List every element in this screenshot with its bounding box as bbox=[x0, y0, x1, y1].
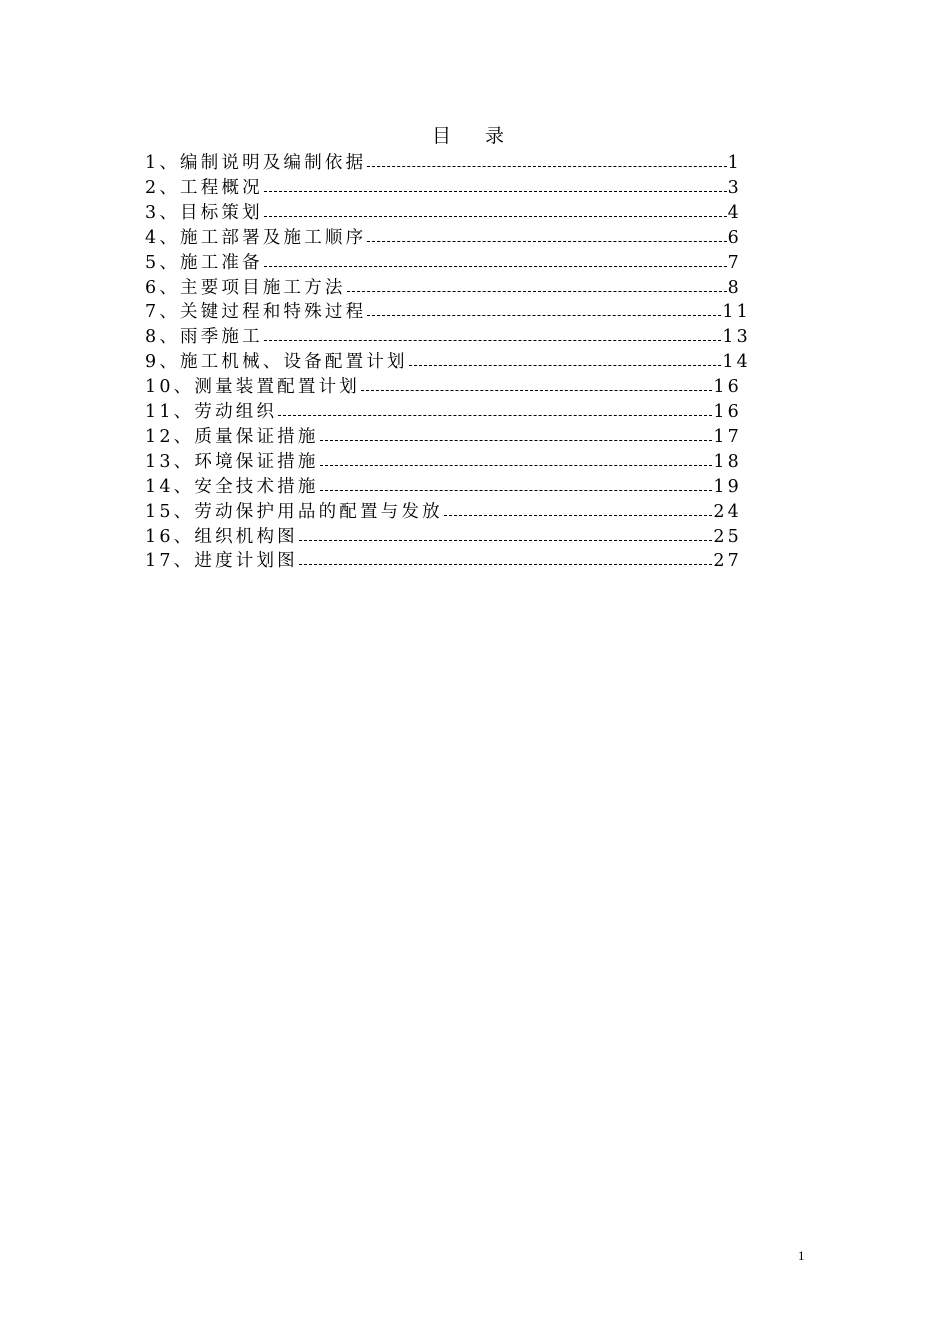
toc-entry-page-number: 16 bbox=[713, 377, 742, 398]
toc-dot-leader bbox=[264, 340, 721, 341]
toc-entry[interactable] bbox=[145, 149, 742, 174]
toc-dot-leader bbox=[299, 564, 712, 565]
toc-entry-title: 7、关键过程和特殊过程 bbox=[145, 302, 367, 323]
toc-entry[interactable] bbox=[145, 274, 742, 299]
toc-entry[interactable] bbox=[145, 547, 742, 572]
toc-entry-title: 12、质量保证措施 bbox=[145, 426, 319, 447]
toc-entry[interactable] bbox=[145, 174, 742, 199]
toc-entry-title: 1、编制说明及编制依据 bbox=[145, 153, 367, 173]
toc-entry-title: 11、劳动组织 bbox=[145, 402, 278, 422]
toc-entry[interactable] bbox=[145, 423, 742, 448]
toc-entry-page-number: 27 bbox=[713, 551, 742, 572]
toc-entry[interactable] bbox=[145, 448, 742, 473]
toc-entry-title: 4、施工部署及施工顺序 bbox=[145, 227, 367, 248]
toc-entry[interactable] bbox=[145, 199, 742, 224]
toc-entry[interactable] bbox=[145, 373, 742, 398]
toc-dot-leader bbox=[347, 291, 727, 292]
toc-entry-title: 9、施工机械、设备配置计划 bbox=[145, 352, 408, 373]
toc-dot-leader bbox=[320, 465, 713, 466]
toc-entry-title: 16、组织机构图 bbox=[145, 526, 298, 547]
toc-entry-page-number: 25 bbox=[713, 526, 742, 547]
toc-dot-leader bbox=[320, 440, 713, 441]
toc-entry[interactable] bbox=[145, 498, 742, 523]
toc-title: 目 录 bbox=[431, 125, 519, 147]
toc-dot-leader bbox=[320, 490, 713, 491]
toc-dot-leader bbox=[264, 216, 727, 217]
toc-entry-page-number: 3 bbox=[727, 177, 742, 198]
toc-entry-page-number: 13 bbox=[722, 327, 751, 348]
toc-entry-page-number: 24 bbox=[713, 501, 742, 522]
toc-entry[interactable] bbox=[145, 323, 751, 348]
toc-entry-title: 14、安全技术措施 bbox=[145, 476, 319, 497]
toc-dot-leader bbox=[264, 191, 727, 192]
toc-entry[interactable] bbox=[145, 523, 742, 548]
toc-entry-title: 10、测量装置配置计划 bbox=[145, 377, 360, 398]
toc-entry-page-number: 16 bbox=[713, 402, 742, 422]
toc-entry-title: 8、雨季施工 bbox=[145, 327, 263, 348]
toc-entry-title: 3、目标策划 bbox=[145, 202, 263, 223]
toc-dot-leader bbox=[278, 415, 712, 416]
toc-dot-leader bbox=[299, 540, 712, 541]
toc-entry-page-number: 7 bbox=[727, 252, 742, 273]
toc-entry[interactable] bbox=[145, 224, 742, 249]
toc-entry-title: 6、主要项目施工方法 bbox=[145, 277, 346, 298]
toc-entry-title: 2、工程概况 bbox=[145, 177, 263, 198]
toc-entry-page-number: 14 bbox=[722, 352, 751, 373]
toc-entry-title: 13、环境保证措施 bbox=[145, 451, 319, 472]
toc-entry[interactable] bbox=[145, 473, 742, 498]
toc-entry-page-number: 8 bbox=[727, 277, 742, 298]
toc-dot-leader bbox=[367, 315, 721, 316]
toc-dot-leader bbox=[361, 390, 712, 391]
toc-entry-page-number: 1 bbox=[727, 153, 742, 173]
toc-entry-title: 5、施工准备 bbox=[145, 252, 263, 273]
toc-dot-leader bbox=[409, 365, 722, 366]
toc-entry[interactable] bbox=[145, 348, 751, 373]
toc-entry-title: 17、进度计划图 bbox=[145, 551, 298, 572]
toc-entry-page-number: 18 bbox=[713, 451, 742, 472]
toc-entry-page-number: 17 bbox=[713, 426, 742, 447]
toc-dot-leader bbox=[367, 241, 726, 242]
toc-entry-page-number: 11 bbox=[722, 302, 751, 323]
toc-dot-leader bbox=[367, 166, 726, 167]
toc-entry-page-number: 6 bbox=[727, 227, 742, 248]
toc-dot-leader bbox=[264, 266, 727, 267]
toc-dot-leader bbox=[444, 515, 713, 516]
toc-entry[interactable] bbox=[145, 398, 742, 423]
toc-entry[interactable] bbox=[145, 298, 751, 323]
page-number: 1 bbox=[798, 1248, 805, 1263]
toc-entry-page-number: 19 bbox=[713, 476, 742, 497]
toc-entry-page-number: 4 bbox=[727, 202, 742, 223]
toc-entry[interactable] bbox=[145, 249, 742, 274]
toc-entry-title: 15、劳动保护用品的配置与发放 bbox=[145, 501, 443, 522]
